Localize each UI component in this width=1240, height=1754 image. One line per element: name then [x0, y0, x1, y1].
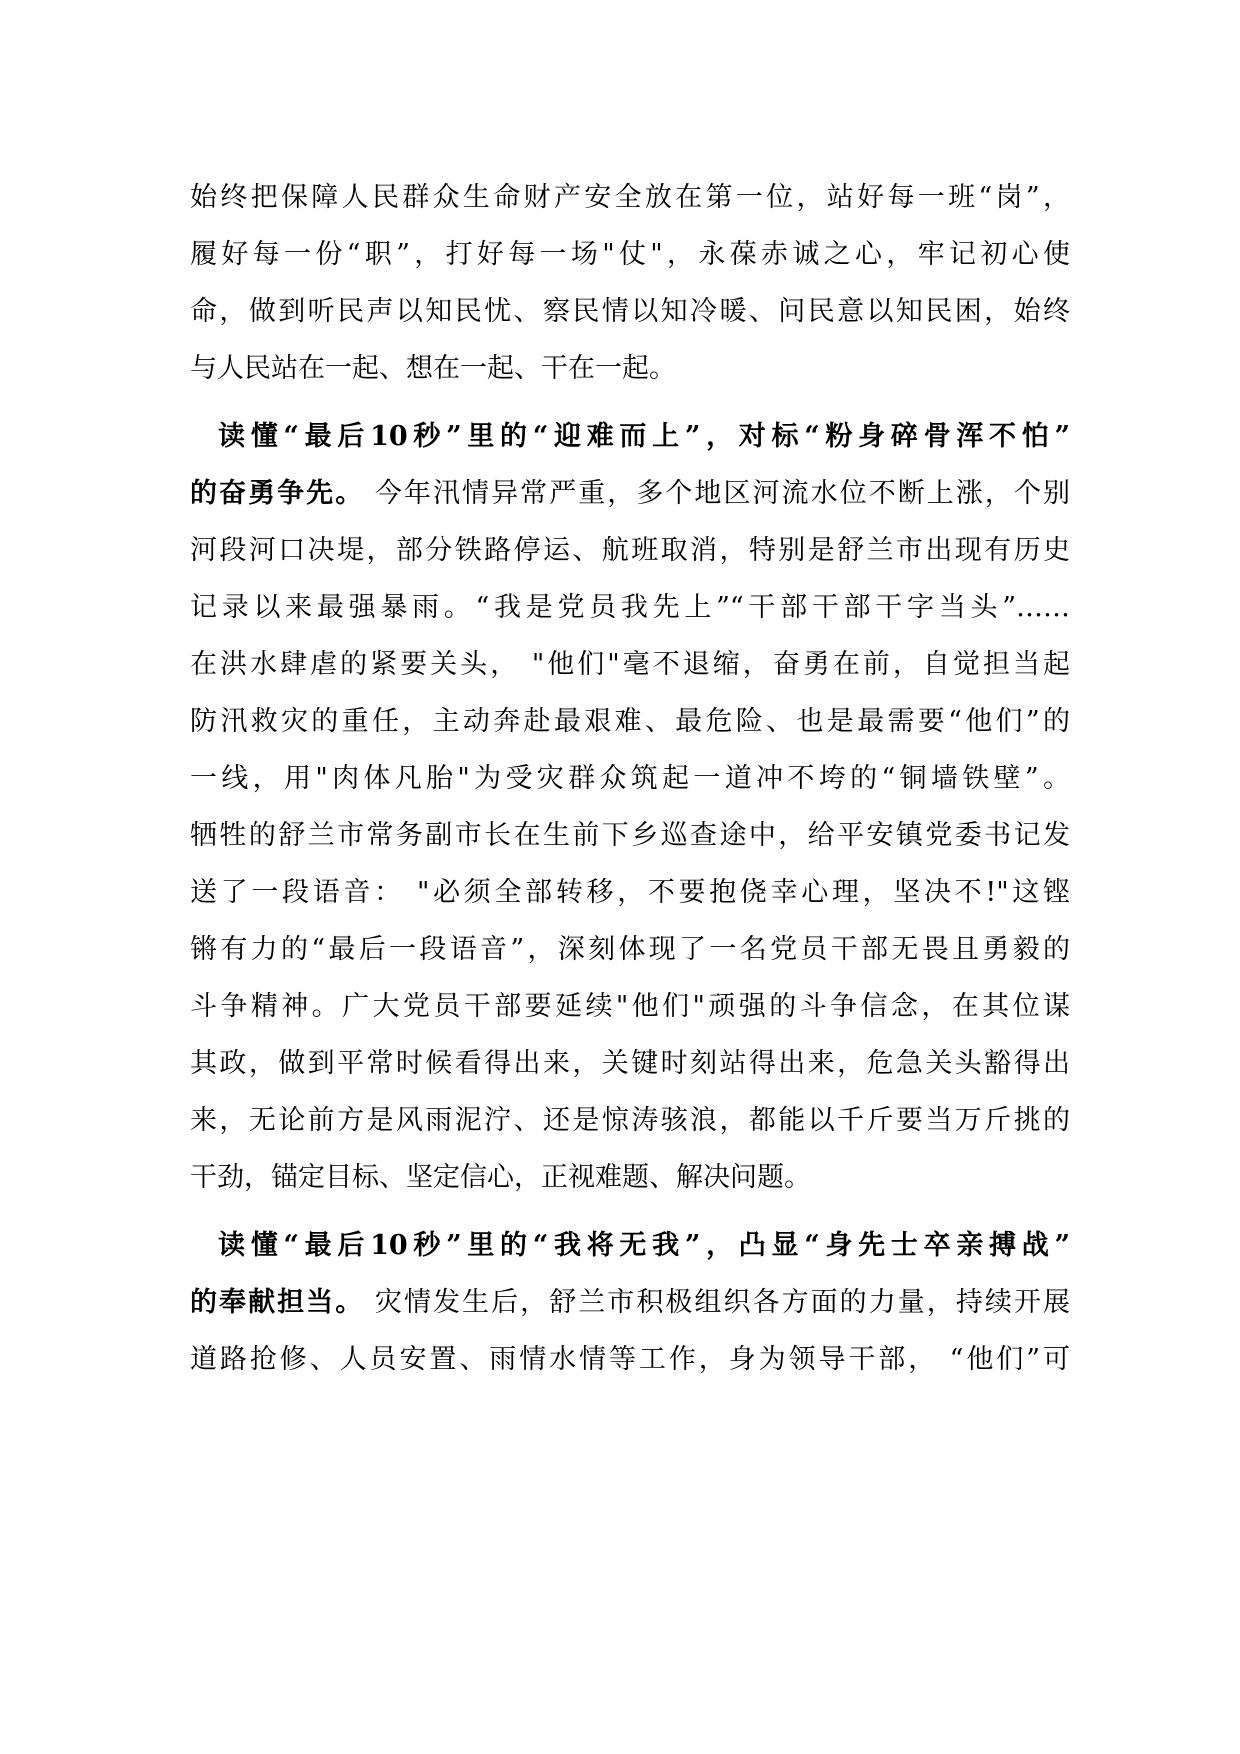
text-line [190, 985, 1070, 1029]
body-text: 道路抢修、人员安置、雨情水情等工作，身为领导干部， “他们”可 [190, 1344, 1070, 1375]
text-line [190, 757, 1070, 801]
bold-heading-text: 读懂“最后10秒”里的“迎难而上”，对标“粉身碎骨浑不怕” [218, 421, 1070, 452]
text-line [218, 1224, 1070, 1268]
text-line [190, 643, 1070, 687]
bold-heading-text: 的奉献担当。 [190, 1287, 365, 1318]
body-text: 牺牲的舒兰市常务副市长在生前下乡巡查途中，给平安镇党委书记发 [190, 820, 1070, 851]
text-line [190, 871, 1070, 915]
text-line [190, 529, 1070, 573]
body-text: 一线，用"肉体凡胎"为受灾群众筑起一道冲不垮的“铜墙铁壁”。 [190, 763, 1070, 794]
body-text: 河段河口决堤，部分铁路停运、航班取消，特别是舒兰市出现有历史 [190, 535, 1070, 566]
text-line [190, 1338, 1070, 1382]
text-line [190, 928, 1070, 972]
body-text: 来，无论前方是风雨泥泞、还是惊涛骇浪，都能以千斤要当万斤挑的 [190, 1105, 1070, 1136]
text-line [190, 1156, 1070, 1200]
body-text: 履好每一份“职”，打好每一场"仗"，永葆赤诚之心，牢记初心使 [190, 239, 1070, 270]
body-text: 今年汛情异常严重，多个地区河流水位不断上涨，个别 [364, 478, 1070, 509]
text-line [190, 1042, 1070, 1086]
bold-heading-text: 读懂“最后10秒”里的“我将无我”，凸显“身先士卒亲搏战” [218, 1230, 1070, 1261]
body-text: 命，做到听民声以知民忧、察民情以知冷暖、问民意以知民困，始终 [190, 296, 1070, 327]
text-line [190, 176, 1070, 220]
body-text: 灾情发生后，舒兰市积极组织各方面的力量，持续开展 [364, 1287, 1070, 1318]
text-line [190, 290, 1070, 334]
body-text: 其政，做到平常时候看得出来，关键时刻站得出来，危急关头豁得出 [190, 1048, 1070, 1079]
text-line [190, 1281, 1070, 1325]
body-text: 记录以来最强暴雨。“我是党员我先上”“干部干部干字当头”…… [190, 592, 1070, 623]
body-text: 斗争精神。广大党员干部要延续"他们"顽强的斗争信念，在其位谋 [190, 991, 1070, 1022]
text-line [190, 586, 1070, 630]
body-text: 始终把保障人民群众生命财产安全放在第一位，站好每一班“岗”， [190, 182, 1070, 213]
bold-heading-text: 的奋勇争先。 [190, 478, 365, 509]
body-text: 锵有力的“最后一段语音”，深刻体现了一名党员干部无畏且勇毅的 [190, 934, 1070, 965]
body-text: 防汛救灾的重任，主动奔赴最艰难、最危险、也是最需要“他们”的 [190, 706, 1070, 737]
text-line [190, 472, 1070, 516]
body-text: 与人民站在一起、想在一起、干在一起。 [190, 353, 676, 384]
body-text: 干劲，锚定目标、坚定信心，正视难题、解决问题。 [190, 1162, 811, 1193]
text-line [190, 814, 1070, 858]
text-line [190, 233, 1070, 277]
text-line [190, 347, 1070, 391]
text-line [218, 415, 1070, 459]
body-text: 送了一段语音： "必须全部转移，不要抱侥幸心理，坚决不!"这铿 [190, 877, 1070, 908]
text-line [190, 1099, 1070, 1143]
text-line [190, 700, 1070, 744]
body-text: 在洪水肆虐的紧要关头， "他们"毫不退缩，奋勇在前，自觉担当起 [190, 649, 1070, 680]
